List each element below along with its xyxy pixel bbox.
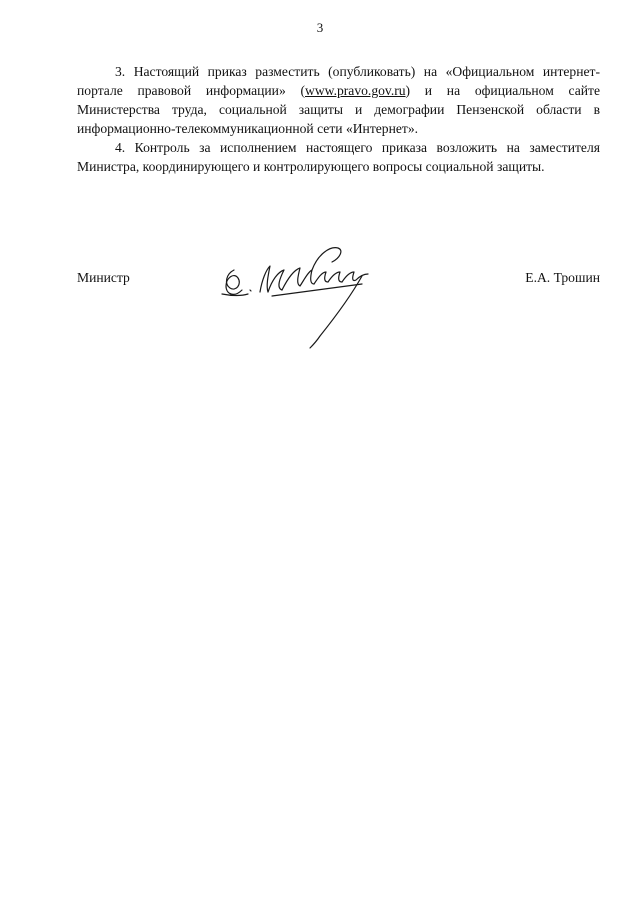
signature-stroke xyxy=(250,290,251,291)
signature-stroke xyxy=(282,268,314,290)
paragraph-3-text-end: ) и на официальном сайте Министерства труда, социальной защиты и демографии Пензенской области в информационно-телекоммуникационной сети «Интернет». xyxy=(77,83,600,136)
signature-stroke xyxy=(260,266,284,292)
signature-stroke xyxy=(310,276,362,348)
signature-stroke xyxy=(342,272,368,282)
signatory-name: Е.А. Трошин xyxy=(525,270,600,285)
paragraph-4: 4. Контроль за исполнением настоящего приказа возложить на заместителя Министра, координирующего и контролирующего вопросы социальной защиты. xyxy=(77,140,600,174)
signature-stroke xyxy=(272,284,362,296)
handwritten-signature-icon xyxy=(212,240,377,350)
paragraph-3-text-start: 3. Настоящий приказ разместить (опубликовать) на «Официальном интернет-портале правовой информации» ( xyxy=(77,64,600,98)
page-number: 3 xyxy=(316,20,324,35)
signature-stroke xyxy=(314,272,342,284)
signatory-position: Министр xyxy=(77,270,130,285)
pravo-link[interactable]: www.pravo.gov.ru xyxy=(305,83,406,98)
paragraph-3 xyxy=(77,62,600,138)
document-body xyxy=(77,62,600,176)
signature-stroke xyxy=(312,248,341,270)
signature-stroke xyxy=(226,270,242,294)
